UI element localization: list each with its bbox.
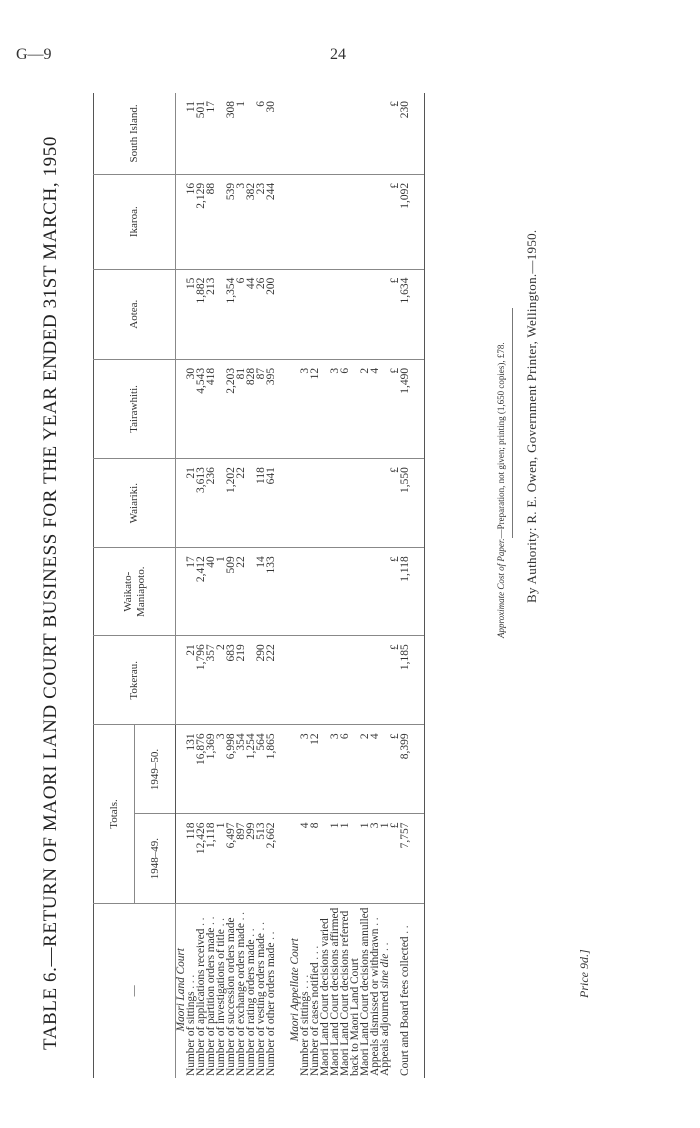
value-cell: [350, 174, 360, 269]
table-row: [340, 93, 350, 1078]
value-cell: 22: [236, 548, 246, 636]
value-cell: [320, 93, 330, 174]
value-cell: [360, 93, 370, 174]
leader-dots: . .: [205, 916, 217, 925]
value-cell: 509: [226, 548, 236, 636]
value-cell: 382: [246, 174, 256, 269]
value-cell: 3: [370, 814, 380, 903]
value-cell: [320, 359, 330, 458]
value-cell: 2,129: [196, 174, 206, 269]
currency-symbol: £: [390, 725, 400, 814]
value-cell: 3: [300, 725, 310, 814]
value-cell: [360, 548, 370, 636]
value-cell: 12: [310, 359, 320, 458]
value-cell: 1,254: [246, 725, 256, 814]
section-heading-row: [290, 93, 300, 1078]
value-cell: 11: [186, 93, 196, 174]
value-cell: 81: [236, 359, 246, 458]
row-label: Court and Board fees collected: [399, 936, 411, 1076]
value-cell: 1,202: [226, 459, 236, 548]
value-cell: 4: [370, 359, 380, 458]
value-cell: 354: [236, 725, 246, 814]
value-cell: 26: [256, 269, 266, 359]
year-header: 1948–49.: [135, 814, 176, 903]
value-cell: 213: [206, 269, 216, 359]
row-label-cell: [400, 903, 425, 1078]
row-label: Maori Land Court decisions varied: [319, 918, 331, 1076]
value-cell: 2: [216, 636, 226, 725]
value-cell: [340, 548, 350, 636]
divider: [512, 308, 513, 538]
value-cell: 118: [256, 459, 266, 548]
value-cell: 88: [206, 174, 216, 269]
value-cell: 513: [256, 814, 266, 903]
value-cell: [300, 93, 310, 174]
value-cell: [330, 93, 340, 174]
table-row: [266, 93, 276, 1078]
value-cell: [330, 269, 340, 359]
value-cell: [340, 174, 350, 269]
value-cell: 1,354: [226, 269, 236, 359]
value-cell: 118: [186, 814, 196, 903]
value-cell: [340, 93, 350, 174]
value-cell: [310, 93, 320, 174]
value-cell: [340, 636, 350, 725]
value-cell: 501: [196, 93, 206, 174]
row-label: Number of partition orders made: [205, 927, 217, 1076]
value-cell: 308: [226, 93, 236, 174]
value-cell: 40: [206, 548, 216, 636]
value-cell: [320, 459, 330, 548]
row-label-italic: sine die: [379, 953, 391, 989]
row-label-cell: [380, 903, 390, 1078]
value-cell: 44: [246, 269, 256, 359]
value-cell: 17: [206, 93, 216, 174]
cost-label: Approximate Cost of Paper.: [496, 538, 506, 638]
value-cell: 6: [340, 725, 350, 814]
value-cell: 2,662: [266, 814, 276, 903]
value-cell: 219: [236, 636, 246, 725]
value-cell: [370, 636, 380, 725]
currency-symbol: £: [390, 814, 400, 903]
value-cell: 16,876: [196, 725, 206, 814]
value-cell: 3,613: [196, 459, 206, 548]
empty-cell: [276, 93, 290, 174]
currency-symbol: £: [390, 269, 400, 359]
row-label: Number of cases notified: [309, 962, 321, 1076]
value-cell: 1: [216, 814, 226, 903]
value-cell: [310, 269, 320, 359]
row-label: Number of sittings: [299, 991, 311, 1076]
value-cell: [330, 548, 340, 636]
printer-authority: By Authority: R. E. Owen, Government Printer, Wellington.—1950.: [524, 229, 539, 603]
spacer-row: [276, 93, 290, 1078]
leader-dots: . .: [215, 918, 227, 927]
year-header: 1949–50.: [135, 725, 176, 814]
value-cell: [310, 548, 320, 636]
value-cell: 2,412: [196, 548, 206, 636]
value-cell: [300, 269, 310, 359]
value-cell: 21: [186, 636, 196, 725]
label-column-header: —: [94, 903, 176, 1078]
value-cell: 244: [266, 174, 276, 269]
value-cell: [310, 174, 320, 269]
table-body: [176, 93, 425, 1078]
value-cell: 6,497: [226, 814, 236, 903]
value-cell: 1,550: [400, 459, 425, 548]
value-cell: 1,118: [400, 548, 425, 636]
value-cell: 133: [266, 548, 276, 636]
value-cell: 30: [266, 93, 276, 174]
value-cell: 12: [310, 725, 320, 814]
value-cell: 230: [400, 93, 425, 174]
value-cell: [380, 359, 390, 458]
leader-dots: . .: [265, 931, 277, 940]
currency-symbol: £: [390, 459, 400, 548]
currency-symbol: £: [390, 359, 400, 458]
row-label: Maori Land Court decisions affirmed: [329, 907, 341, 1076]
value-cell: [310, 459, 320, 548]
empty-cell: [290, 636, 300, 725]
leader-dots: . .: [369, 917, 381, 926]
row-label: Number of exchange orders made: [235, 923, 247, 1076]
value-cell: 1: [216, 548, 226, 636]
currency-symbol: £: [390, 636, 400, 725]
value-cell: 1,369: [206, 725, 216, 814]
value-cell: 222: [266, 636, 276, 725]
value-cell: [350, 93, 360, 174]
value-cell: [320, 269, 330, 359]
value-cell: 641: [266, 459, 276, 548]
value-cell: 3: [300, 359, 310, 458]
value-cell: 1,882: [196, 269, 206, 359]
row-label: Number of rating orders made: [245, 939, 257, 1076]
value-cell: 418: [206, 359, 216, 458]
value-cell: [300, 459, 310, 548]
row-label: Appeals adjourned: [379, 988, 391, 1076]
value-cell: 17: [186, 548, 196, 636]
value-cell: 3: [330, 725, 340, 814]
row-label: Number of vesting orders made: [255, 933, 267, 1076]
value-cell: 3: [216, 725, 226, 814]
value-cell: 131: [186, 725, 196, 814]
empty-cell: [290, 269, 300, 359]
value-cell: [350, 636, 360, 725]
district-header: Waiariki.: [94, 459, 176, 548]
value-cell: 21: [186, 459, 196, 548]
district-header: Aotea.: [94, 269, 176, 359]
leader-dots: . .: [255, 922, 267, 931]
empty-cell: [276, 459, 290, 548]
value-cell: [320, 548, 330, 636]
cost-text: —Preparation, not given; printing (1,650 copies), £78.: [496, 342, 506, 539]
page-number: 24: [330, 46, 346, 63]
row-label: Number of succession orders made: [225, 917, 237, 1076]
currency-symbol: £: [390, 174, 400, 269]
cost-note: [496, 342, 506, 638]
value-cell: 1,185: [400, 636, 425, 725]
value-cell: 357: [206, 636, 216, 725]
empty-cell: [276, 174, 290, 269]
rotated-page-content: [40, 88, 680, 1098]
table-row: [380, 93, 390, 1078]
value-cell: 1: [380, 814, 390, 903]
value-cell: [300, 548, 310, 636]
row-label: Number of other orders made: [265, 942, 277, 1076]
value-cell: 22: [236, 459, 246, 548]
totals-header: Totals.: [94, 725, 135, 903]
empty-cell: [290, 93, 300, 174]
value-cell: 6,998: [226, 725, 236, 814]
value-cell: 236: [206, 459, 216, 548]
value-cell: [320, 636, 330, 725]
value-cell: [360, 459, 370, 548]
value-cell: 1,634: [400, 269, 425, 359]
value-cell: 2: [360, 725, 370, 814]
value-cell: 8,399: [400, 725, 425, 814]
value-cell: [310, 636, 320, 725]
leader-dots: . .: [195, 917, 207, 926]
row-label-cell: [266, 903, 276, 1078]
value-cell: 3: [236, 174, 246, 269]
value-cell: [330, 459, 340, 548]
section-heading-row: [176, 93, 187, 1078]
value-cell: [350, 359, 360, 458]
row-label: Number of applications received: [195, 928, 207, 1076]
value-cell: 6: [340, 359, 350, 458]
value-cell: 1,865: [266, 725, 276, 814]
value-cell: 2: [360, 359, 370, 458]
value-cell: 299: [246, 814, 256, 903]
value-cell: [370, 548, 380, 636]
row-label: Maori Land Court decisions annulled: [359, 907, 371, 1076]
value-cell: [350, 459, 360, 548]
value-cell: [370, 269, 380, 359]
value-cell: 395: [266, 359, 276, 458]
court-business-table: [93, 93, 425, 1078]
value-cell: 1: [360, 814, 370, 903]
value-cell: 4: [370, 725, 380, 814]
table-row: [256, 93, 266, 1078]
value-cell: 683: [226, 636, 236, 725]
value-cell: 87: [256, 359, 266, 458]
empty-cell: [276, 725, 290, 814]
currency-symbol: £: [390, 548, 400, 636]
value-cell: 6: [236, 269, 246, 359]
leader-dots: . . .: [185, 974, 197, 989]
fees-row: [400, 93, 425, 1078]
table-title: TABLE 6.—RETURN OF MAORI LAND COURT BUSINESS FOR THE YEAR ENDED 31ST MARCH, 1950: [40, 136, 61, 1050]
empty-cell: [276, 636, 290, 725]
leader-dots: . .: [235, 912, 247, 921]
empty-cell: [276, 269, 290, 359]
value-cell: 290: [256, 636, 266, 725]
leader-dots: . . .: [309, 945, 321, 960]
value-cell: 897: [236, 814, 246, 903]
value-cell: 1: [330, 814, 340, 903]
empty-cell: [290, 459, 300, 548]
value-cell: 1: [340, 814, 350, 903]
value-cell: 3: [330, 359, 340, 458]
value-cell: [300, 636, 310, 725]
value-cell: 8: [310, 814, 320, 903]
value-cell: [340, 269, 350, 359]
page-code: G—9: [16, 46, 52, 63]
value-cell: 1,118: [206, 814, 216, 903]
empty-cell: [276, 359, 290, 458]
value-cell: 14: [256, 548, 266, 636]
value-cell: 564: [256, 725, 266, 814]
section-heading: Maori Land Court: [175, 948, 187, 1032]
value-cell: 12,426: [196, 814, 206, 903]
row-label: Appeals dismissed or withdrawn: [369, 928, 381, 1076]
value-cell: 30: [186, 359, 196, 458]
leader-dots: . .: [399, 925, 411, 934]
district-header: Tokerau.: [94, 636, 176, 725]
value-cell: 4,543: [196, 359, 206, 458]
price-note: Price 9d.]: [577, 949, 591, 998]
table-row: [370, 93, 380, 1078]
value-cell: 200: [266, 269, 276, 359]
value-cell: [360, 269, 370, 359]
leader-dots: . . .: [299, 974, 311, 989]
value-cell: 6: [256, 93, 266, 174]
empty-cell: [290, 548, 300, 636]
district-header: Waikato-Maniapoto.: [94, 548, 176, 636]
value-cell: [300, 174, 310, 269]
value-cell: 1,796: [196, 636, 206, 725]
value-cell: 16: [186, 174, 196, 269]
value-cell: [350, 269, 360, 359]
empty-cell: [290, 359, 300, 458]
currency-symbol: £: [390, 93, 400, 174]
leader-dots: . .: [379, 942, 391, 951]
value-cell: 1,490: [400, 359, 425, 458]
district-header: Ikaroa.: [94, 174, 176, 269]
value-cell: [330, 636, 340, 725]
value-cell: [340, 459, 350, 548]
value-cell: 15: [186, 269, 196, 359]
value-cell: 23: [256, 174, 266, 269]
section-heading: Maori Appellate Court: [289, 938, 301, 1042]
empty-cell: [276, 548, 290, 636]
value-cell: 7,757: [400, 814, 425, 903]
value-cell: 1,092: [400, 174, 425, 269]
table-row: [300, 93, 310, 1078]
row-label: Number of investigations of title: [215, 929, 227, 1076]
value-cell: 2,203: [226, 359, 236, 458]
value-cell: [370, 174, 380, 269]
empty-cell: [276, 903, 290, 1078]
district-header: South Island.: [94, 93, 176, 174]
value-cell: [330, 174, 340, 269]
value-cell: [320, 174, 330, 269]
value-cell: [350, 548, 360, 636]
row-label: Maori Land Court decisions referred: [339, 910, 351, 1076]
value-cell: 4: [300, 814, 310, 903]
district-header: Tairawhiti.: [94, 359, 176, 458]
row-label: Number of sittings: [185, 991, 197, 1076]
empty-cell: [290, 174, 300, 269]
value-cell: 828: [246, 359, 256, 458]
value-cell: [370, 459, 380, 548]
value-cell: [360, 636, 370, 725]
row-label: back to Maori Land Court: [349, 958, 361, 1076]
value-cell: 539: [226, 174, 236, 269]
value-cell: 1: [236, 93, 246, 174]
value-cell: [360, 174, 370, 269]
value-cell: [370, 93, 380, 174]
leader-dots: . .: [245, 928, 257, 937]
empty-cell: [276, 814, 290, 903]
